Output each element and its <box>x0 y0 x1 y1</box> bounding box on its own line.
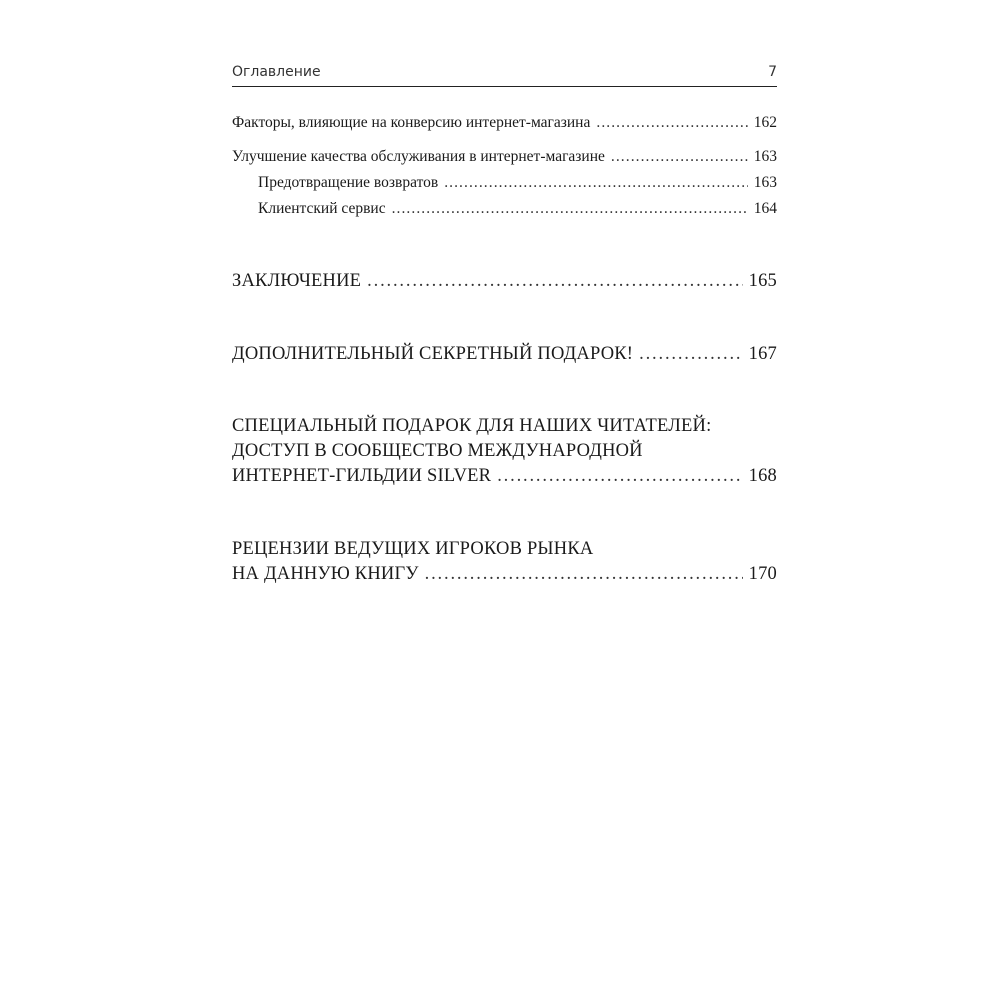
running-header <box>232 64 777 80</box>
toc-entry-conversion[interactable] <box>232 114 777 132</box>
toc-entry-special-gift-line2: ДОСТУП В СООБЩЕСТВО МЕЖДУНАРОДНОЙ <box>232 441 643 461</box>
header-title: Оглавление <box>232 64 321 80</box>
toc-entry-page: 162 <box>753 114 777 131</box>
toc-entry-page: 167 <box>748 344 777 364</box>
toc-entry-page: 163 <box>753 148 777 165</box>
toc-entry-title: НА ДАННУЮ КНИГУ <box>232 564 419 584</box>
toc-entry-page: 168 <box>748 466 777 486</box>
toc-entry-title: Улучшение качества обслуживания в интернет-магазине <box>232 148 605 165</box>
toc-entry-page: 163 <box>753 174 777 191</box>
toc-entry-reviews-line1: РЕЦЕНЗИИ ВЕДУЩИХ ИГРОКОВ РЫНКА <box>232 539 594 559</box>
toc-entry-title: Факторы, влияющие на конверсию интернет-магазина <box>232 114 591 131</box>
header-rule <box>232 86 777 87</box>
toc-entry-secret-gift[interactable] <box>232 344 777 365</box>
toc-leader-dots <box>497 466 742 487</box>
toc-entry-title: ДОПОЛНИТЕЛЬНЫЙ СЕКРЕТНЫЙ ПОДАРОК! <box>232 344 634 364</box>
toc-entry-title: ИНТЕРНЕТ-ГИЛЬДИИ SILVER <box>232 466 492 486</box>
toc-leader-dots <box>444 174 748 192</box>
header-page-number: 7 <box>768 64 777 80</box>
toc-entry-title: Предотвращение возвратов <box>258 174 439 191</box>
toc-entry-special-gift[interactable] <box>232 466 777 487</box>
toc-leader-dots <box>425 564 743 585</box>
toc-entry-page: 164 <box>753 200 777 217</box>
toc-entry-title: ЗАКЛЮЧЕНИЕ <box>232 271 362 291</box>
toc-leader-dots <box>392 200 748 218</box>
toc-entry-special-gift-line1: СПЕЦИАЛЬНЫЙ ПОДАРОК ДЛЯ НАШИХ ЧИТАТЕЛЕЙ: <box>232 416 712 436</box>
toc-entry-reviews[interactable] <box>232 564 777 585</box>
toc-entry-client-service[interactable] <box>258 200 777 218</box>
toc-leader-dots <box>367 271 742 292</box>
toc-entry-page: 170 <box>748 564 777 584</box>
toc-entry-conclusion[interactable] <box>232 271 777 292</box>
toc-entry-service-quality[interactable] <box>232 148 777 166</box>
toc-leader-dots <box>611 148 748 166</box>
toc-entry-page: 165 <box>748 271 777 291</box>
toc-entry-title: Клиентский сервис <box>258 200 386 217</box>
toc-leader-dots <box>639 344 742 365</box>
toc-entry-returns[interactable] <box>258 174 777 192</box>
toc-leader-dots <box>596 114 747 132</box>
